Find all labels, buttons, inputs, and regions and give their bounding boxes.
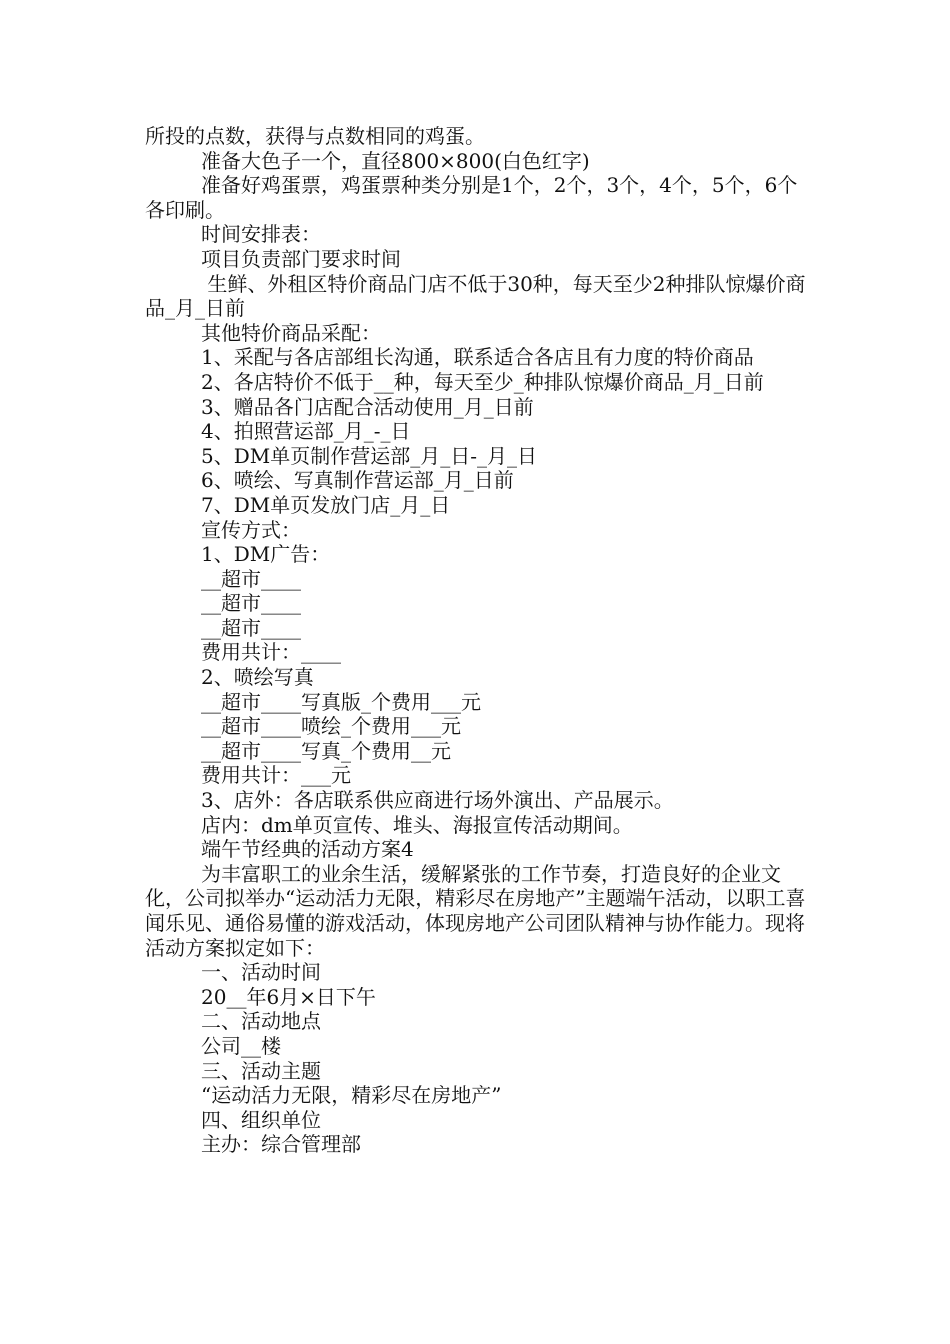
paragraph-line: 其他特价商品采配： [201, 320, 381, 345]
paragraph-line: 费用共计：___元 [201, 763, 351, 788]
paragraph-line: 宣传方式： [201, 517, 301, 542]
paragraph-line: 四、组织单位 [201, 1107, 321, 1132]
paragraph-line: 端午节经典的活动方案4 [201, 837, 414, 862]
paragraph-line: 4、拍照营运部_月_-_日 [201, 419, 411, 444]
paragraph-line: 店内：dm单页宣传、堆头、海报宣传活动期间。 [201, 812, 633, 837]
paragraph-line: __超市____写真版_个费用___元 [201, 689, 481, 714]
paragraph-line: 所投的点数，获得与点数相同的鸡蛋。 [145, 124, 485, 148]
paragraph-line: 三、活动主题 [201, 1058, 321, 1083]
paragraph-line: 主办：综合管理部 [201, 1132, 361, 1157]
paragraph-line: 准备大色子一个，直径800×800(白色红字) [201, 148, 590, 173]
paragraph-line: 时间安排表： [201, 222, 321, 247]
paragraph-line: 3、店外：各店联系供应商进行场外演出、产品展示。 [201, 788, 674, 813]
paragraph-line: 为丰富职工的业余生活，缓解紧张的工作节奏，打造良好的企业文化，公司拟举办“运动活力无限，精彩尽在房地产”主题端午活动，以职工喜闻乐见、通俗易懂的游戏活动，体现房地产公司团队精神与协作能力。现将活动方案拟定如下： [145, 861, 806, 960]
paragraph-line: 5、DM单页制作营运部_月_日-_月_日 [201, 443, 537, 468]
paragraph-line: __超市____ [201, 566, 301, 591]
paragraph-line: 费用共计：____ [201, 640, 341, 665]
paragraph-line: 7、DM单页发放门店_月_日 [201, 492, 451, 517]
paragraph-line: __超市____喷绘_个费用___元 [201, 714, 461, 739]
paragraph-line: 准备好鸡蛋票，鸡蛋票种类分别是1个，2个，3个，4个，5个，6个各印刷。 [145, 173, 798, 222]
document-body [145, 124, 807, 1157]
paragraph-line: 1、采配与各店部组长沟通，联系适合各店且有力度的特价商品 [201, 345, 754, 370]
paragraph-line: __超市____ [201, 615, 301, 640]
paragraph-line: 20__年6月×日下午 [201, 984, 376, 1009]
paragraph-line: 项目负责部门要求时间 [201, 246, 401, 271]
paragraph-line: 公司__楼 [201, 1033, 281, 1058]
paragraph-line: __超市____写真_个费用__元 [201, 738, 451, 763]
paragraph-line: 1、DM广告： [201, 542, 331, 567]
paragraph-line: 二、活动地点 [201, 1009, 321, 1034]
paragraph-line: 6、喷绘、写真制作营运部_月_日前 [201, 468, 514, 493]
paragraph-line: 2、喷绘写真 [201, 665, 314, 690]
paragraph-line: 生鲜、外租区特价商品门店不低于30种，每天至少2种排队惊爆价商品_月_日前 [145, 271, 806, 321]
paragraph-line: 一、活动时间 [201, 960, 321, 985]
paragraph-line: 2、各店特价不低于__种，每天至少_种排队惊爆价商品_月_日前 [201, 369, 764, 394]
paragraph-line: 3、赠品各门店配合活动使用_月_日前 [201, 394, 534, 419]
paragraph-line: “运动活力无限，精彩尽在房地产” [201, 1083, 502, 1108]
paragraph-line: __超市____ [201, 591, 301, 616]
